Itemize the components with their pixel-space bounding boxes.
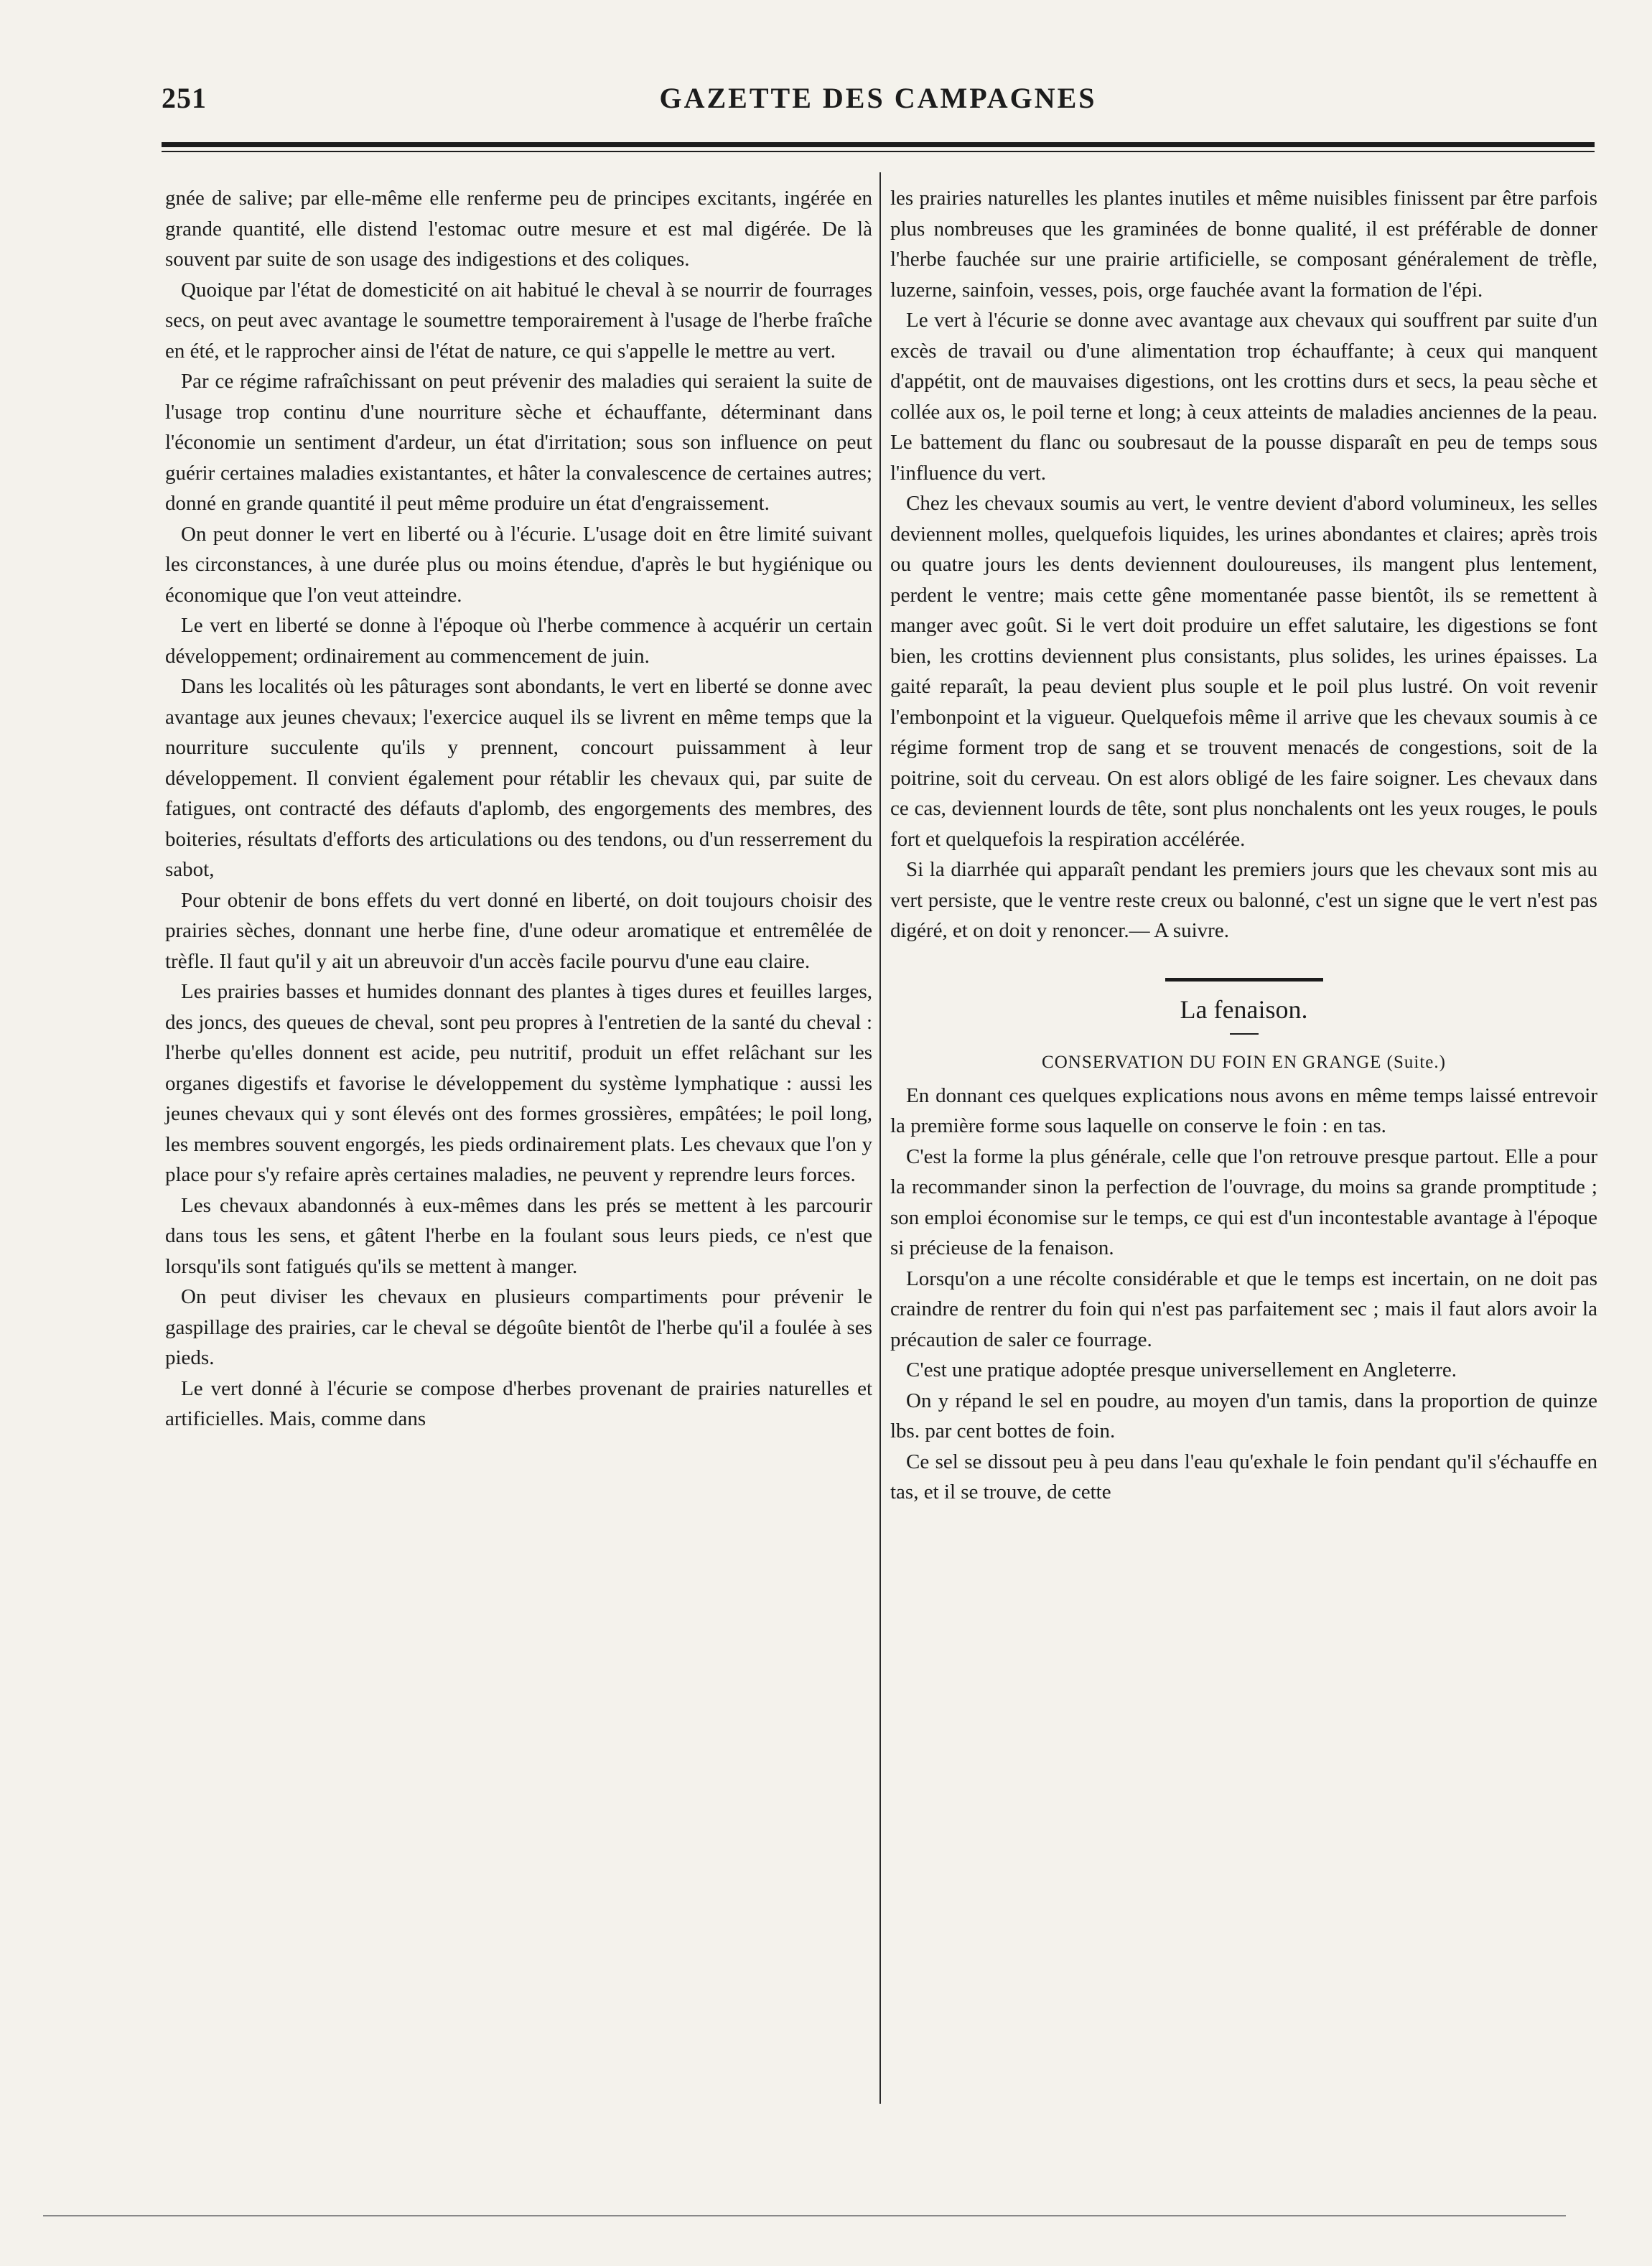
running-title: GAZETTE DES CAMPAGNES xyxy=(659,82,1097,114)
paragraph: Pour obtenir de bons effets du vert donné en liberté, on doit toujours choisir des prairies sèches, donnant une herbe fine, d'une odeur aromatique et entremêlée de trèfle. Il faut qu'il y ait un abreuvoir d'un accès facile pourvu d'une eau claire. xyxy=(165,888,872,973)
column-divider xyxy=(879,172,881,2104)
paragraph: Si la diarrhée qui apparaît pendant les premiers jours que les chevaux sont mis au vert persiste, que le ventre reste creux ou balonné, c'est un signe que le vert n'est pas digéré, et on doit y renoncer.— A suivre. xyxy=(890,858,1597,942)
paragraph: Chez les chevaux soumis au vert, le ventre devient d'abord volumineux, les selles deviennent molles, quelquefois liquides, les urines abondantes et claires; après trois ou quatre jours les dents deviennent douloureuses, ils mangent plus lentement, perdent le ventre; mais cette gêne momentanée passe bientôt, ils se remettent à manger avec goût. Si le vert doit produire un effet salutaire, les digestions se font bien, les crottins deviennent plus consistants, plus solides, les urines épaisses. La gaité reparaît, la peau devient plus souple et le poil plus lustré. On voit revenir l'embonpoint et la vigueur. Quelquefois même il arrive que les chevaux soumis à ce régime forment trop de sang et se trouvent menacés de congestions, soit de la poitrine, soit du cerveau. On est alors obligé de les faire soigner. Les chevaux dans ce cas, deviennent lourds de tête, sont plus nonchalents ont les yeux rouges, le pouls fort et quelquefois la respiration accélérée. xyxy=(890,492,1597,851)
paragraph: Le vert donné à l'écurie se compose d'herbes provenant de prairies naturelles et artificielles. Mais, comme dans xyxy=(165,1376,872,1430)
paragraph: Les prairies basses et humides donnant des plantes à tiges dures et feuilles larges, des joncs, des queues de cheval, sont peu propres à l'entretien de la santé du cheval : l'herbe qu'elles donnent est acide, peu nutritif, produit un effet relâchant sur les organes digestifs et favorise le développement du système lymphatique : aussi les jeunes chevaux qui y sont élevés ont des formes grossières, empâtées; le poil long, les membres souvent engorgés, les pieds ordinairement plats. Les chevaux que l'on y place pour s'y refaire après certaines maladies, ne peuvent y reprendre leurs forces. xyxy=(165,980,872,1186)
paragraph: C'est la forme la plus générale, celle que l'on retrouve presque partout. Elle a pour la recommander sinon la perfection de l'ouvrage, du moins sa grande promptitude ; son emploi économise sur le temps, ce qui est d'un incontestable avantage à l'époque si précieuse de la fenaison. xyxy=(890,1144,1597,1259)
title-underline xyxy=(1230,1033,1259,1035)
footer-rule xyxy=(43,2215,1566,2216)
section-title: La fenaison. xyxy=(1180,994,1308,1024)
paragraph: Les chevaux abandonnés à eux-mêmes dans les prés se mettent à les parcourir dans tous les sens, et gâtent l'herbe en la foulant sous leurs pieds, ce n'est que lorsqu'ils sont fatigués qu'ils se mettent à manger. xyxy=(165,1193,872,1278)
paragraph: Ce sel se dissout peu à peu dans l'eau qu'exhale le foin pendant qu'il s'échauffe en tas, et il se trouve, de cette xyxy=(890,1450,1597,1503)
paragraph: Par ce régime rafraîchissant on peut prévenir des maladies qui seraient la suite de l'usage trop continu d'une nourriture sèche et échauffante, déterminant dans l'économie un sentiment d'ardeur, un état d'irritation; sous son influence on peut guérir certaines maladies existantantes, et hâter la convalescence de certaines autres; donné en grande quantité il peut même produire un état d'engraissement. xyxy=(165,370,872,515)
paragraph: gnée de salive; par elle-même elle renferme peu de principes excitants, ingérée en grande quantité, elle distend l'estomac outre mesure et est mal digérée. De là souvent par suite de son usage des indigestions et des coliques. xyxy=(165,187,872,271)
paragraph: C'est une pratique adoptée presque universellement en Angleterre. xyxy=(906,1358,1457,1381)
paragraph: Le vert à l'écurie se donne avec avantage aux chevaux qui souffrent par suite d'un excès de travail ou d'une alimentation trop échauffante; à ceux qui manquent d'appétit, ont de mauvaises digestions, ont les crottins durs et secs, la peau sèche et collée aux os, le poil terne et long; à ceux atteints de maladies anciennes de la peau. Le battement du flanc ou soubresaut de la pousse disparaît en peu de temps sous l'influence du vert. xyxy=(890,309,1597,485)
paragraph: On y répand le sel en poudre, au moyen d'un tamis, dans la proportion de quinze lbs. par cent bottes de foin. xyxy=(890,1389,1597,1442)
paragraph: En donnant ces quelques explications nous avons en même temps laissé entrevoir la première forme sous laquelle on conserve le foin : en tas. xyxy=(890,1083,1597,1137)
header-rule-thin xyxy=(162,151,1595,152)
section-separator-rule xyxy=(1165,978,1323,982)
paragraph: les prairies naturelles les plantes inutiles et même nuisibles finissent par être parfois plus nombreuses que les graminées de bonne qualité, il est préférable de donner l'herbe fauchée sur une prairie artificielle, se composant généralement de trèfle, luzerne, sainfoin, vesses, pois, orge fauchée avant la formation de l'épi. xyxy=(890,187,1597,302)
paragraph: On peut donner le vert en liberté ou à l'écurie. L'usage doit en être limité suivant les circonstances, à une durée plus ou moins étendue, d'après le but hygiénique ou économique que l'on veut atteindre. xyxy=(165,522,872,607)
header-rule-thick xyxy=(162,142,1595,147)
paragraph: On peut diviser les chevaux en plusieurs compartiments pour prévenir le gaspillage des prairies, car le cheval se dégoûte bientôt de l'herbe qu'il a foulée à ses pieds. xyxy=(165,1285,872,1369)
section-subheading: CONSERVATION DU FOIN EN GRANGE (Suite.) xyxy=(1042,1052,1446,1072)
paragraph: Le vert en liberté se donne à l'époque où l'herbe commence à acquérir un certain développement; ordinairement au commencement de juin. xyxy=(165,614,872,668)
paragraph: Quoique par l'état de domesticité on ait habitué le cheval à se nourrir de fourrages secs, on peut avec avantage le soumettre temporairement à l'usage de l'herbe fraîche en été, et le rapprocher ainsi de l'état de nature, ce qui s'appelle le mettre au vert. xyxy=(165,278,872,363)
page-header xyxy=(162,75,1595,126)
paragraph: Dans les localités où les pâturages sont abondants, le vert en liberté se donne avec avantage aux jeunes chevaux; l'exercice auquel ils se livrent en même temps que la nourriture succulente qu'ils y prennent, concourt puissamment à leur développement. Il convient également pour rétablir les chevaux qui, par suite de fatigues, ont contracté des défauts d'aplomb, des engorgements des membres, des boiteries, résultats d'efforts des articulations ou des tendons, ou d'un resserrement du sabot, xyxy=(165,675,872,881)
left-column xyxy=(165,183,872,1435)
right-column xyxy=(890,183,1597,1508)
paragraph: Lorsqu'on a une récolte considérable et que le temps est incertain, on ne doit pas craindre de rentrer du foin qui n'est pas parfaitement sec ; mais il faut alors avoir la précaution de saler ce fourrage. xyxy=(890,1267,1597,1351)
page-number: 251 xyxy=(162,82,207,114)
